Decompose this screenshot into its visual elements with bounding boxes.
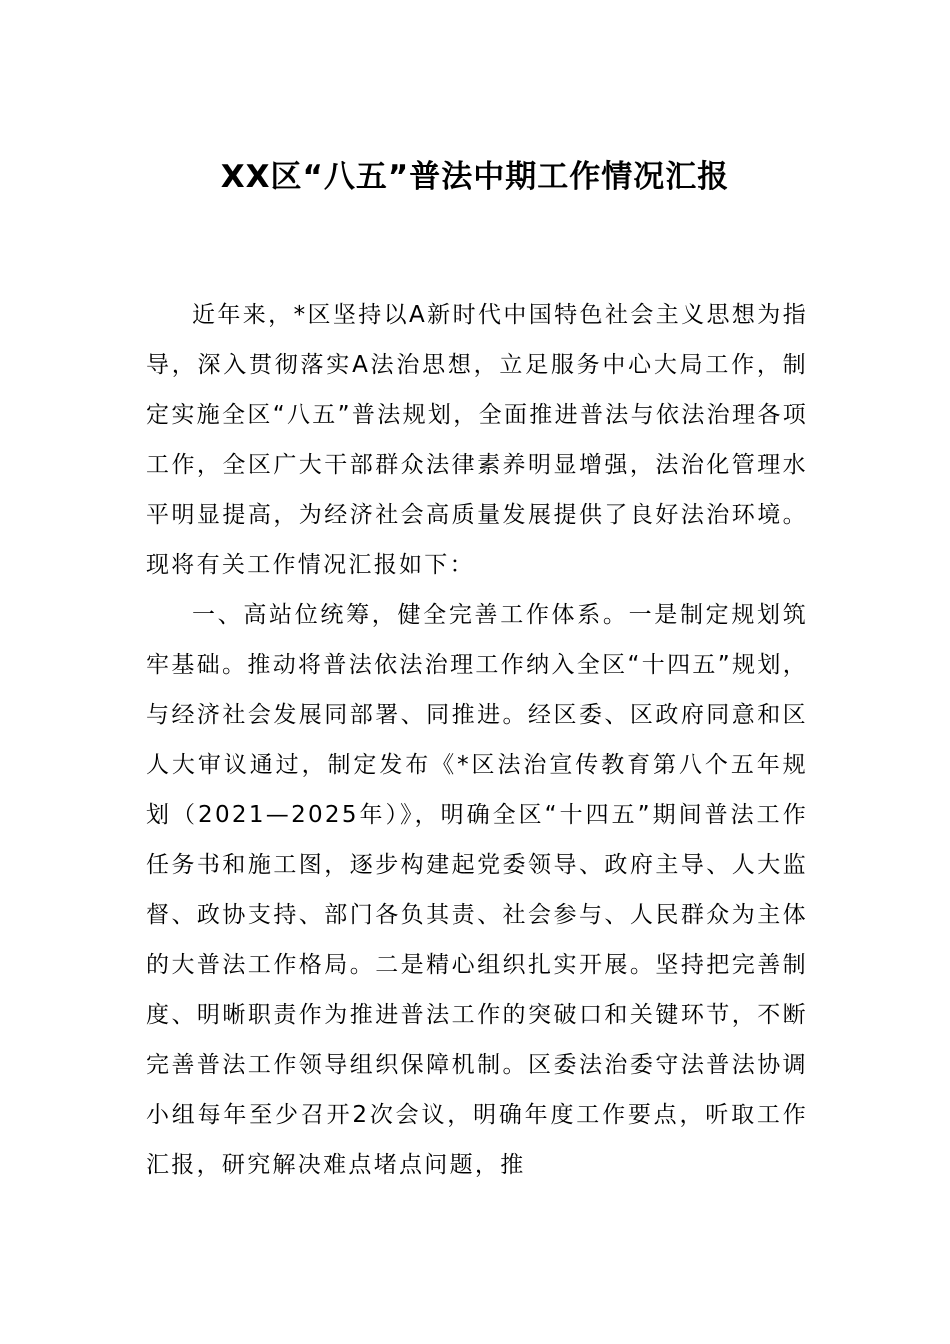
document-body (146, 290, 808, 1190)
paragraph-intro: 近年来，*区坚持以A新时代中国特色社会主义思想为指导，深入贯彻落实A法治思想，立足服务中心大局工作，制定实施全区“八五”普法规划，全面推进普法与依法治理各项工作，全区广大干部群众法律素养明显增强，法治化管理水平明显提高，为经济社会高质量发展提供了良好法治环境。现将有关工作情况汇报如下： (146, 302, 808, 578)
document-title: XX区“八五”普法中期工作情况汇报 (220, 159, 730, 195)
paragraph-section-one: 一、高站位统筹，健全完善工作体系。一是制定规划筑牢基础。推动将普法依法治理工作纳入全区“十四五”规划，与经济社会发展同部署、同推进。经区委、区政府同意和区人大审议通过，制定发布《*区法治宣传教育第八个五年规划（2021—2025年）》，明确全区“十四五”期间普法工作任务书和施工图，逐步构建起党委领导、政府主导、人大监督、政协支持、部门各负其责、社会参与、人民群众为主体的大普法工作格局。二是精心组织扎实开展。坚持把完善制度、明晰职责作为推进普法工作的突破口和关键环节，不断完善普法工作领导组织保障机制。区委法治委守法普法协调小组每年至少召开2次会议，明确年度工作要点，听取工作汇报，研究解决难点堵点问题，推 (146, 602, 808, 1178)
